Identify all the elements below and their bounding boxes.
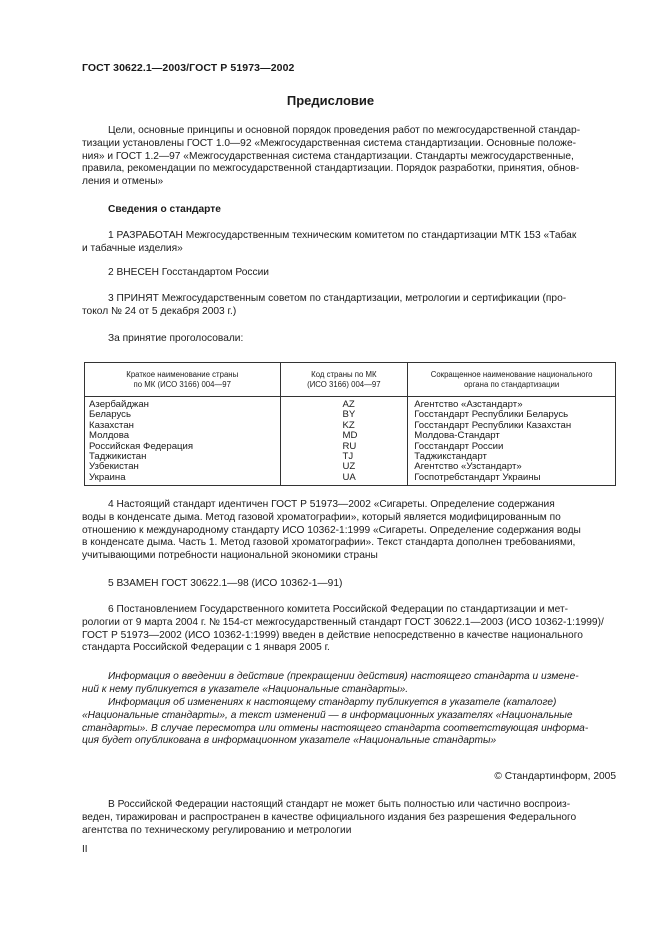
- table-row: [85, 397, 616, 411]
- country-cell: Российская Федерация: [85, 442, 281, 452]
- code-cell: UZ: [280, 462, 408, 472]
- item-5-paragraph: 5 ВЗАМЕН ГОСТ 30622.1—98 (ИСО 10362-1—91): [108, 578, 343, 589]
- organization-cell: Госстандарт Республики Казахстан: [408, 421, 616, 431]
- item-4-paragraph: [82, 499, 616, 563]
- text-line: отношению к международному стандарту ИСО 10362-1:1999 «Сигареты. Определение содержания воды: [82, 524, 581, 536]
- text-line: В Российской Федерации настоящий стандарт не может быть полностью или частично воспроиз-: [108, 799, 571, 810]
- intro-paragraph: [82, 125, 616, 189]
- country-cell: Казахстан: [85, 421, 281, 431]
- header-line: Краткое наименование страны: [126, 369, 239, 379]
- info-changes-paragraph: [82, 697, 616, 748]
- item-6-paragraph: [82, 604, 616, 655]
- organization-cell: Госстандарт России: [408, 442, 616, 452]
- text-line: ний к нему публикуется в указателе «Национальные стандарты».: [82, 683, 409, 695]
- text-line: 6 Постановлением Государственного комитета Российской Федерации по стандартизации и мет-: [108, 604, 569, 615]
- country-cell: Беларусь: [85, 410, 281, 420]
- organization-cell: Госстандарт Республики Беларусь: [408, 410, 616, 420]
- reproduction-notice: [82, 799, 616, 837]
- text-line: 4 Настоящий стандарт идентичен ГОСТ Р 51973—2002 «Сигареты. Определение содержания: [108, 499, 555, 510]
- country-cell: Узбекистан: [85, 462, 281, 472]
- organization-cell: Молдова-Стандарт: [408, 431, 616, 441]
- text-line: 1 РАЗРАБОТАН Межгосударственным техническим комитетом по стандартизации МТК 153 «Табак: [108, 230, 577, 241]
- header-line: Код страны по МК: [311, 369, 377, 379]
- text-line: воды в конденсате дыма. Метод газовой хроматографии», который является модифицированным по: [82, 511, 561, 523]
- text-line: рологии от 9 марта 2004 г. № 154-ст межгосударственный стандарт ГОСТ 30622.1—2003 (ИСО 10362-1:1999)/: [82, 616, 604, 628]
- text-line: стандарта Российской Федерации с 1 января 2005 г.: [82, 642, 330, 654]
- country-cell: Молдова: [85, 431, 281, 441]
- header-line: (ИСО 3166) 004—97: [307, 379, 381, 389]
- organization-cell: Агентство «Узстандарт»: [408, 462, 616, 472]
- info-publication-paragraph: [82, 671, 616, 697]
- text-line: агентства по техническому регулированию и метрологии: [82, 824, 352, 836]
- code-cell: BY: [280, 410, 408, 420]
- section-heading: Сведения о стандарте: [108, 204, 221, 215]
- header-line: органа по стандартизации: [463, 379, 560, 389]
- code-cell: UA: [280, 473, 408, 486]
- header-country: [85, 363, 281, 397]
- organization-cell: Госпотребстандарт Украины: [408, 473, 616, 486]
- code-cell: RU: [280, 442, 408, 452]
- item-3-paragraph: [82, 293, 616, 319]
- code-cell: AZ: [280, 397, 408, 411]
- text-line: и табачные изделия»: [82, 242, 183, 254]
- text-line: токол № 24 от 5 декабря 2003 г.): [82, 305, 237, 317]
- table-header-row: [85, 363, 616, 397]
- text-line: ления и отмены»: [82, 176, 164, 188]
- header-line: по МК (ИСО 3166) 004—97: [133, 379, 231, 389]
- code-cell: KZ: [280, 421, 408, 431]
- table-row: [85, 473, 616, 486]
- country-cell: Таджикистан: [85, 452, 281, 462]
- organization-cell: Агентство «Азстандарт»: [408, 397, 616, 411]
- header-code: [280, 363, 408, 397]
- text-line: в конденсате дыма. Часть 1. Метод газовой хроматографии». Текст стандарта дополнен требованиями,: [82, 537, 576, 549]
- text-line: Информация о введении в действие (прекращении действия) настоящего стандарта и измене-: [108, 671, 579, 682]
- text-line: ГОСТ Р 51973—2002 (ИСО 10362-1:1999) введен в действие непосредственно в качестве национального: [82, 629, 583, 641]
- text-line: правила, рекомендации по межгосударственной стандартизации. Порядок разработки, принятия, обнов-: [82, 163, 580, 175]
- header-organization: [408, 363, 616, 397]
- page-number: II: [82, 844, 88, 855]
- header-line: Сокращенное наименование национального: [430, 369, 593, 379]
- text-line: тизации установлены ГОСТ 1.0—92 «Межгосударственная система стандартизации. Основные положе-: [82, 137, 577, 149]
- text-line: учитывающими потребности национальной экономики страны: [82, 550, 378, 562]
- country-cell: Азербайджан: [85, 397, 281, 411]
- code-cell: MD: [280, 431, 408, 441]
- country-cell: Украина: [85, 473, 281, 486]
- copyright-line: © Стандартинформ, 2005: [494, 771, 616, 782]
- item-1-paragraph: [82, 230, 616, 256]
- text-line: 3 ПРИНЯТ Межгосударственным советом по стандартизации, метрологии и сертификации (про-: [108, 293, 567, 304]
- voted-label: За принятие проголосовали:: [108, 333, 244, 344]
- text-line: Цели, основные принципы и основной порядок проведения работ по межгосударственной стандар-: [108, 125, 581, 136]
- text-line: ция будет опубликована в информационном указателе «Национальные стандарты»: [82, 735, 497, 747]
- text-line: веден, тиражирован и распространен в качестве официального издания без разрешения Федерального: [82, 811, 577, 823]
- code-cell: TJ: [280, 452, 408, 462]
- text-line: «Национальные стандарты», а текст изменений — в информационных указателях «Национальные: [82, 709, 573, 721]
- item-2-paragraph: 2 ВНЕСЕН Госстандартом России: [108, 267, 269, 278]
- text-line: ния» и ГОСТ 1.2—97 «Межгосударственная система стандартизации. Стандарты межгосударственные,: [82, 150, 574, 162]
- voting-table: [84, 362, 616, 486]
- text-line: Информация об изменениях к настоящему стандарту публикуется в указателе (каталоге): [108, 697, 557, 708]
- text-line: стандарты». В случае пересмотра или отмены настоящего стандарта соответствующая информа-: [82, 722, 589, 734]
- organization-cell: Таджикстандарт: [408, 452, 616, 462]
- standard-designation: ГОСТ 30622.1—2003/ГОСТ Р 51973—2002: [82, 62, 295, 74]
- page-title: Предисловие: [286, 93, 375, 108]
